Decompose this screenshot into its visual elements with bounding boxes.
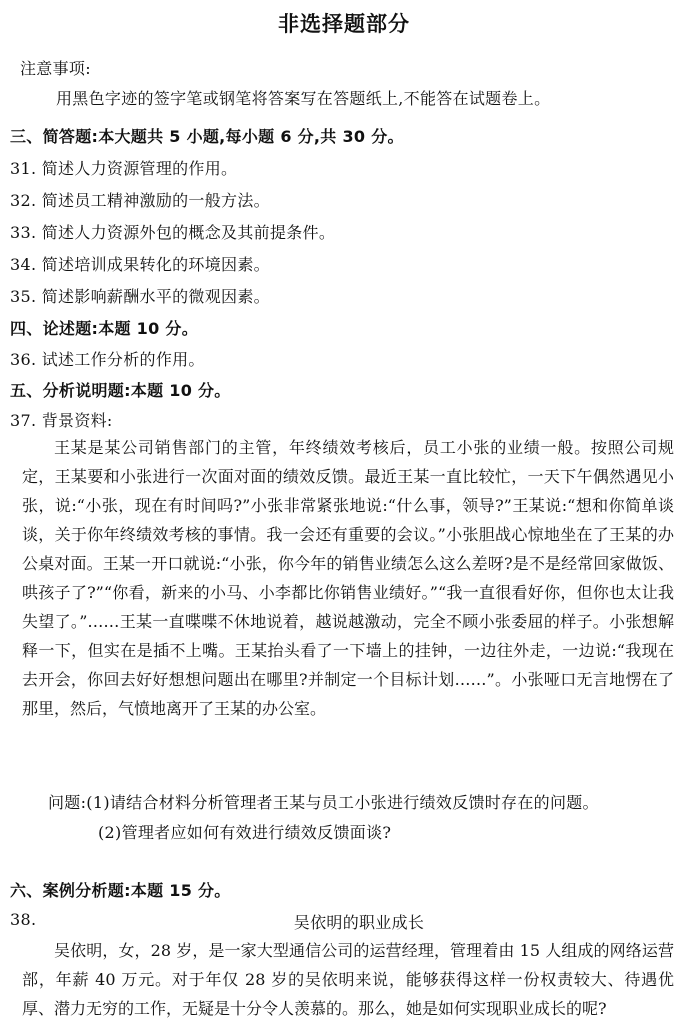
section4-heading: 四、论述题:本题 10 分。 (10, 319, 199, 338)
question-37-label: 37. 背景资料: (10, 411, 113, 430)
question-37-part-1: 问题:(1)请结合材料分析管理者王某与员工小张进行绩效反馈时存在的问题。 (48, 793, 599, 812)
question-38-number: 38. (10, 910, 37, 929)
notice-text: 用黑色字迹的签字笔或钢笔将答案写在答题纸上,不能答在试题卷上。 (56, 89, 551, 108)
section3-heading: 三、简答题:本大题共 5 小题,每小题 6 分,共 30 分。 (10, 127, 404, 146)
page-title: 非选择题部分 (278, 12, 410, 36)
question-37-part-2: (2)管理者应如何有效进行绩效反馈面谈? (98, 823, 392, 842)
case-intro-paragraph: 吴依明，女，28 岁，是一家大型通信公司的运营经理，管理着由 15 人组成的网络运营部，年薪 40 万元。对于年仅 28 岁的吴依明来说，能够获得这样一份权责较大、待遇优厚、潜力无穷的工作，无疑是十分令人羡慕的。那么，她是如何实现职业成长的呢? (22, 941, 674, 1018)
section6-heading: 六、案例分析题:本题 15 分。 (10, 881, 231, 900)
question-33: 33. 简述人力资源外包的概念及其前提条件。 (10, 223, 336, 242)
question-31: 31. 简述人力资源管理的作用。 (10, 159, 238, 178)
question-34: 34. 简述培训成果转化的环境因素。 (10, 255, 270, 274)
section5-heading: 五、分析说明题:本题 10 分。 (10, 381, 231, 400)
question-36: 36. 试述工作分析的作用。 (10, 350, 205, 369)
notice-heading: 注意事项: (20, 59, 91, 78)
question-35: 35. 简述影响薪酬水平的微观因素。 (10, 287, 270, 306)
case-title: 吴依明的职业成长 (293, 913, 425, 932)
question-32: 32. 简述员工精神激励的一般方法。 (10, 191, 270, 210)
case-material-paragraph: 王某是某公司销售部门的主管，年终绩效考核后，员工小张的业绩一般。按照公司规定，王某要和小张进行一次面对面的绩效反馈。最近王某一直比较忙，一天下午偶然遇见小张，说:“小张，现在有时间吗?”小张非常紧张地说:“什么事，领导?”王某说:“想和你简单谈谈，关于你年终绩效考核的事情。我一会还有重要的会议。”小张胆战心惊地坐在了王某的办公桌对面。王某一开口就说:“小张，你今年的销售业绩怎么这么差呀?是不是经常回家做饭、哄孩子了?”“你看，新来的小马、小李都比你销售业绩好。”“我一直很看好你，但你也太让我失望了。”……王某一直喋喋不休地说着，越说越激动，完全不顾小张委屈的样子。小张想解释一下，但实在是插不上嘴。王某抬头看了一下墙上的挂钟，一边往外走，一边说:“我现在去开会，你回去好好想想问题出在哪里?并制定一个目标计划……”。小张哑口无言地愣在了那里，然后，气愤地离开了王某的办公室。 (22, 438, 674, 718)
